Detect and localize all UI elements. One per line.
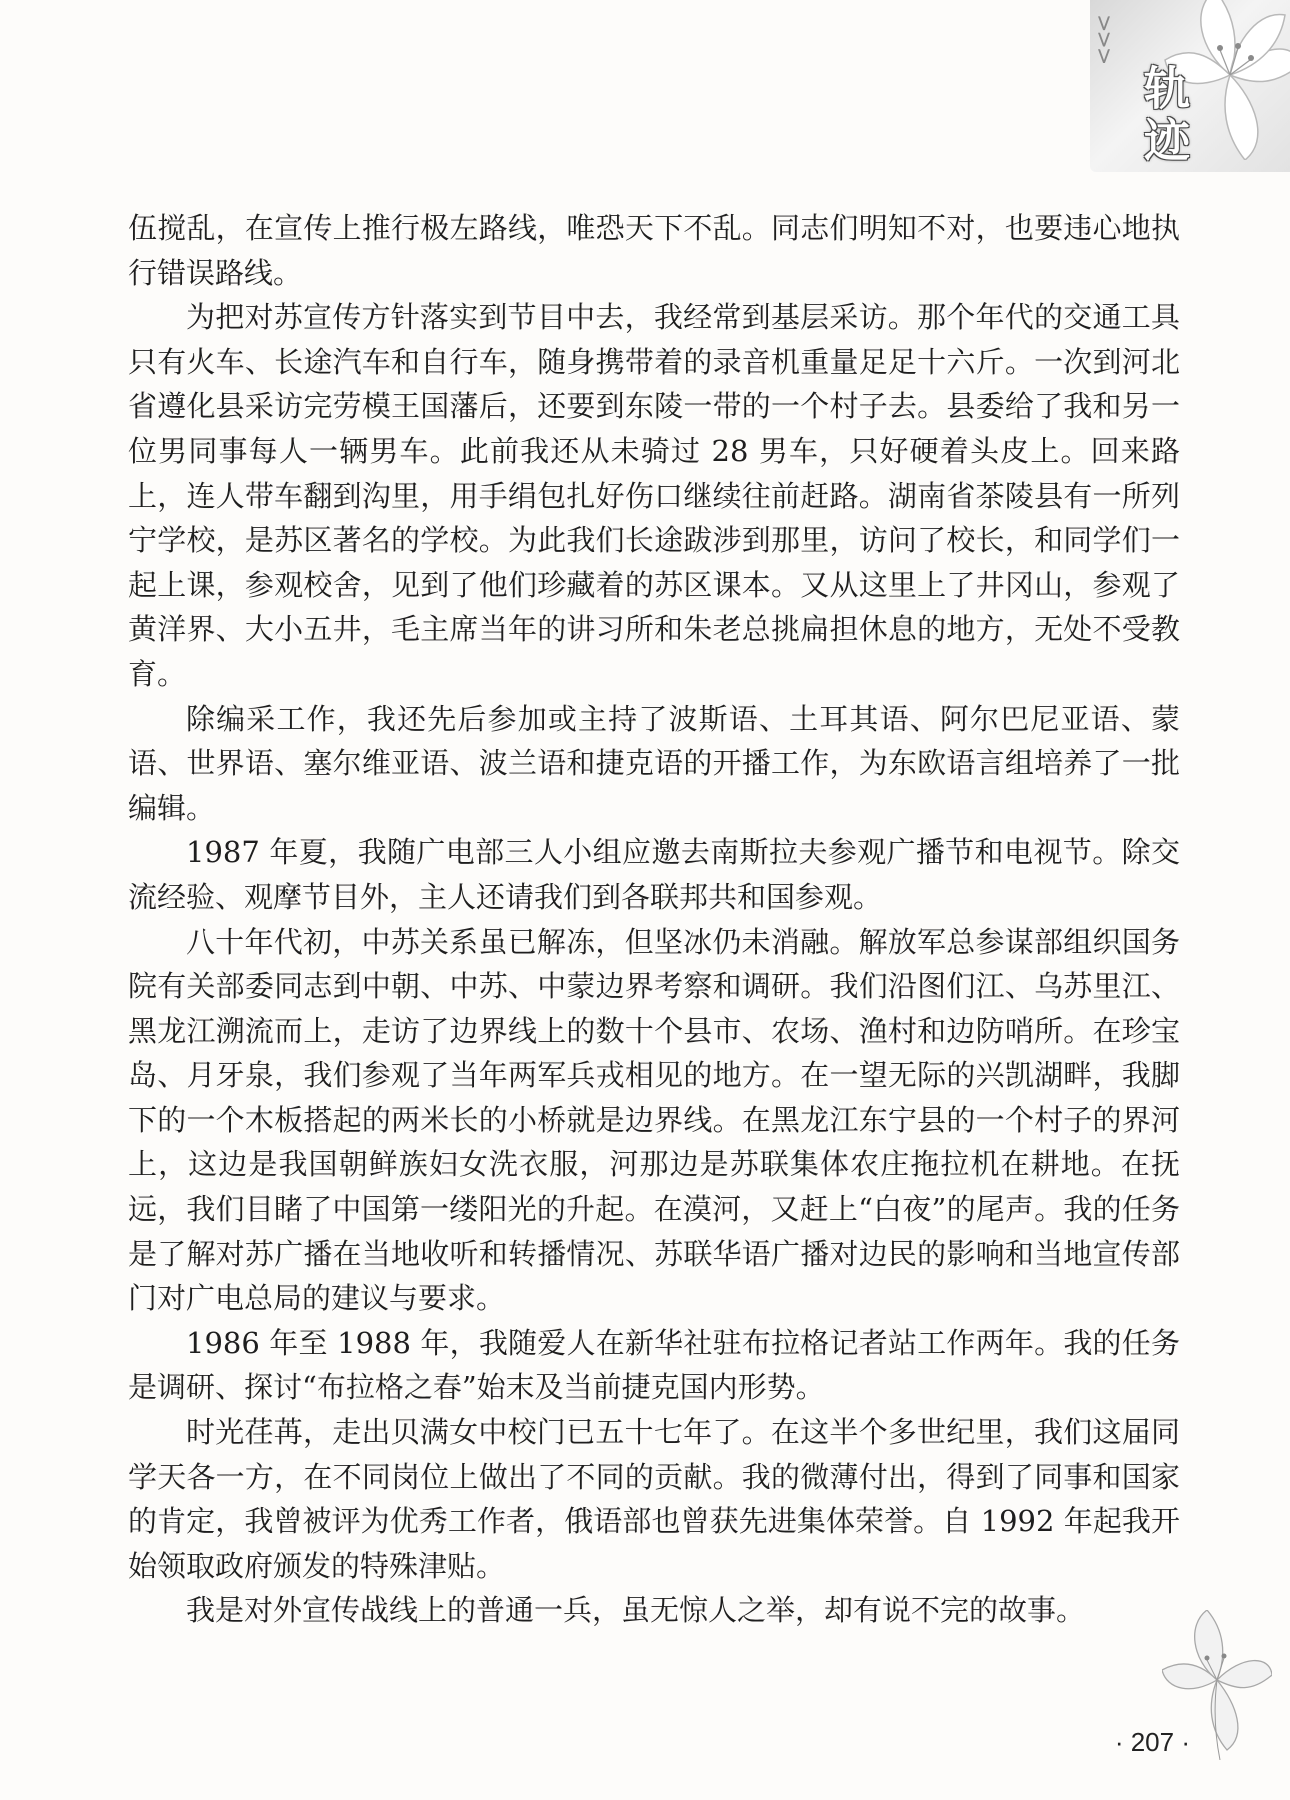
section-corner-tab [1090, 0, 1290, 172]
paragraph: 我是对外宣传战线上的普通一兵，虽无惊人之举，却有说不完的故事。 [186, 1593, 1086, 1628]
paragraph: 时光荏苒，走出贝满女中校门已五十七年了。在这半个多世纪里，我们这届同学天各一方，在不同岗位上做出了不同的贡献。我的微薄付出，得到了同事和国家的肯定，我曾被评为优秀工作者，俄语部也曾获先进集体荣誉。自 1992 年起我开始领取政府颁发的特殊津贴。 [128, 1415, 1180, 1583]
paragraph: 伍搅乱，在宣传上推行极左路线，唯恐天下不乱。同志们明知不对，也要违心地执行错误路线。 [128, 211, 1180, 290]
page-number: · 207 · [1114, 1727, 1190, 1757]
paragraph: 1987 年夏，我随广电部三人小组应邀去南斯拉夫参观广播节和电视节。除交流经验、观摩节目外，主人还请我们到各联邦共和国参观。 [128, 835, 1180, 914]
paragraph: 除编采工作，我还先后参加或主持了波斯语、土耳其语、阿尔巴尼亚语、蒙语、世界语、塞尔维亚语、波兰语和捷克语的开播工作，为东欧语言组培养了一批编辑。 [128, 701, 1180, 825]
paragraph: 为把对苏宣传方针落实到节目中去，我经常到基层采访。那个年代的交通工具只有火车、长途汽车和自行车，随身携带着的录音机重量足足十六斤。一次到河北省遵化县采访完劳模王国藩后，还要到东陵一带的一个村子去。县委给了我和另一位男同事每人一辆男车。此前我还从未骑过 28 男车，只好硬着头皮上。回来路上，连人带车翻到沟里，用手绢包扎好伤口继续往前赶路。湖南省茶陵县有一所列宁学校，是苏区著名的学校。为此我们长途跋涉到那里，访问了校长，和同学们一起上课，参观校舍，见到了他们珍藏着的苏区课本。又从这里上了井冈山，参观了黄洋界、大小五井，毛主席当年的讲习所和朱老总挑扁担休息的地方，无处不受教育。 [128, 300, 1180, 691]
section-label: 轨迹 [1137, 64, 1191, 168]
article-body [128, 206, 1180, 1633]
paragraph: 1986 年至 1988 年，我随爱人在新华社驻布拉格记者站工作两年。我的任务是调研、探讨“布拉格之春”始末及当前捷克国内形势。 [128, 1325, 1180, 1405]
paragraph: 八十年代初，中苏关系虽已解冻，但坚冰仍未消融。解放军总参谋部组织国务院有关部委同志到中朝、中苏、中蒙边界考察和调研。我们沿图们江、乌苏里江、黑龙江溯流而上，走访了边界线上的数十个县市、农场、渔村和边防哨所。在珍宝岛、月牙泉，我们参观了当年两军兵戎相见的地方。在一望无际的兴凯湖畔，我脚下的一个木板搭起的两米长的小桥就是边界线。在黑龙江东宁县的一个村子的界河上，这边是我国朝鲜族妇女洗衣服，河那边是苏联集体农庄拖拉机在耕地。在抚远，我们目睹了中国第一缕阳光的升起。在漠河，又赶上“白夜”的尾声。我的任务是了解对苏广播在当地收听和转播情况、苏联华语广播对边民的影响和当地宣传部门对广电总局的建议与要求。 [128, 924, 1180, 1316]
chevron-decoration-icon: >>> [1091, 14, 1116, 64]
